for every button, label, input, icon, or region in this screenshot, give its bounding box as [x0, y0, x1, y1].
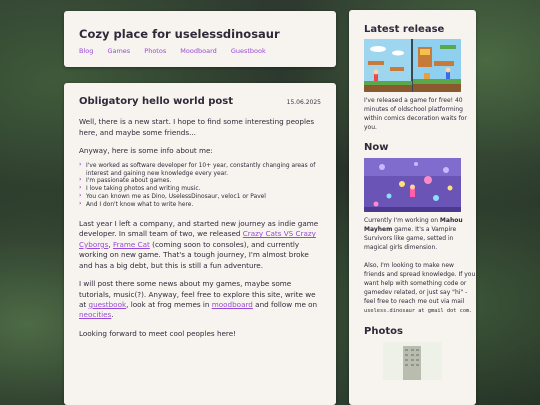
game-screenshot-image	[364, 158, 461, 212]
moodboard-link[interactable]: moodboard	[211, 299, 253, 309]
post-outro: Looking forward to meet cool peoples here!	[79, 328, 237, 338]
post-header	[79, 97, 321, 108]
current-game-name: Mahou Mayhem	[364, 217, 463, 233]
text: ,	[108, 239, 113, 249]
nav-games[interactable]: Games	[107, 47, 131, 55]
sidebar	[349, 10, 476, 405]
crazy-cats-link[interactable]: Crazy Cats VS Crazy Cyborgs	[79, 229, 316, 249]
frame-cat-link[interactable]: Frame Cat	[112, 239, 150, 249]
list-item: › I love taking photos and writing music.	[79, 186, 321, 194]
blog-post	[64, 83, 336, 405]
photo-thumbnail[interactable]	[383, 342, 442, 380]
post-info-lead: Anyway, here is some info about me:	[79, 146, 213, 156]
site-title: Cozy place for uselessdinosaur	[79, 27, 280, 41]
post-title[interactable]: Obligatory hello world post	[79, 96, 233, 107]
text: Last year I left a company, and started new journey as indie game developer. In small team of two, we released	[79, 219, 319, 239]
list-item: › You can known me as Dino, UselessDinosaur, veloc1 or Pavel	[79, 194, 321, 202]
text: game. It's a Vampire Survivors like game, setted in magical girls dimension.	[364, 226, 457, 251]
neocities-link[interactable]: neocities	[79, 310, 112, 320]
game-screenshot-image	[364, 39, 461, 92]
facts-list	[79, 163, 321, 210]
site-header	[64, 11, 336, 67]
text: .	[111, 310, 114, 320]
list-item: › I've worked as software developer for 10+ year, constantly changing areas of interest and gaining new knowledge every year.	[79, 163, 321, 179]
email-address: useless.dinosaur at gmail dot com	[364, 308, 470, 314]
nav-guestbook[interactable]: Guestbook	[230, 47, 266, 55]
nav-moodboard[interactable]: Moodboard	[180, 47, 217, 55]
latest-release-text: I've released a game for free! 40 minutes of oldschool platforming within comics decoration waits for you.	[364, 97, 467, 131]
post-date: 15.06.2025	[286, 99, 321, 106]
text: (coming soon to consoles), and currently working on new game. That's a tough journey, I'm almost broke and has a big debt, but this is still a fun adventure.	[79, 239, 309, 270]
current-game-screenshot[interactable]	[364, 158, 461, 212]
text: Currently I'm working on	[364, 217, 440, 224]
post-paragraph-journey	[79, 219, 321, 271]
latest-release-description	[364, 96, 476, 132]
photos-heading: Photos	[364, 326, 403, 337]
guestbook-link[interactable]: guestbook	[88, 299, 127, 309]
text: and follow me on	[252, 299, 318, 309]
photo-image	[383, 342, 442, 380]
list-item: › I'm passionate about games.	[79, 178, 321, 186]
main-nav	[79, 47, 336, 55]
post-intro: Well, there is a new start. I hope to find some interesting peoples here, and maybe some friends...	[79, 117, 315, 137]
now-description	[364, 216, 476, 316]
latest-release-screenshot[interactable]	[364, 39, 461, 92]
text: , look at frog memes in	[126, 299, 212, 309]
text: Also, I'm looking to make new friends and spread knowledge. If you want help with something code or gamedev related, or just say "hi" - feel free to reach me out via mail	[364, 262, 476, 305]
latest-release-heading: Latest release	[364, 24, 445, 35]
now-paragraph-game	[364, 216, 476, 252]
nav-blog[interactable]: Blog	[79, 47, 94, 55]
post-paragraph-explore	[79, 279, 321, 321]
now-paragraph-contact	[364, 261, 476, 316]
list-item: › And I don't know what to write here.	[79, 202, 321, 210]
nav-photos[interactable]: Photos	[144, 47, 167, 55]
now-heading: Now	[364, 142, 389, 153]
text: I will post there some news about my games, maybe some tutorials, music(?). Anyway, feel free to explore this site, write we at	[79, 279, 316, 309]
text: .	[469, 307, 472, 314]
